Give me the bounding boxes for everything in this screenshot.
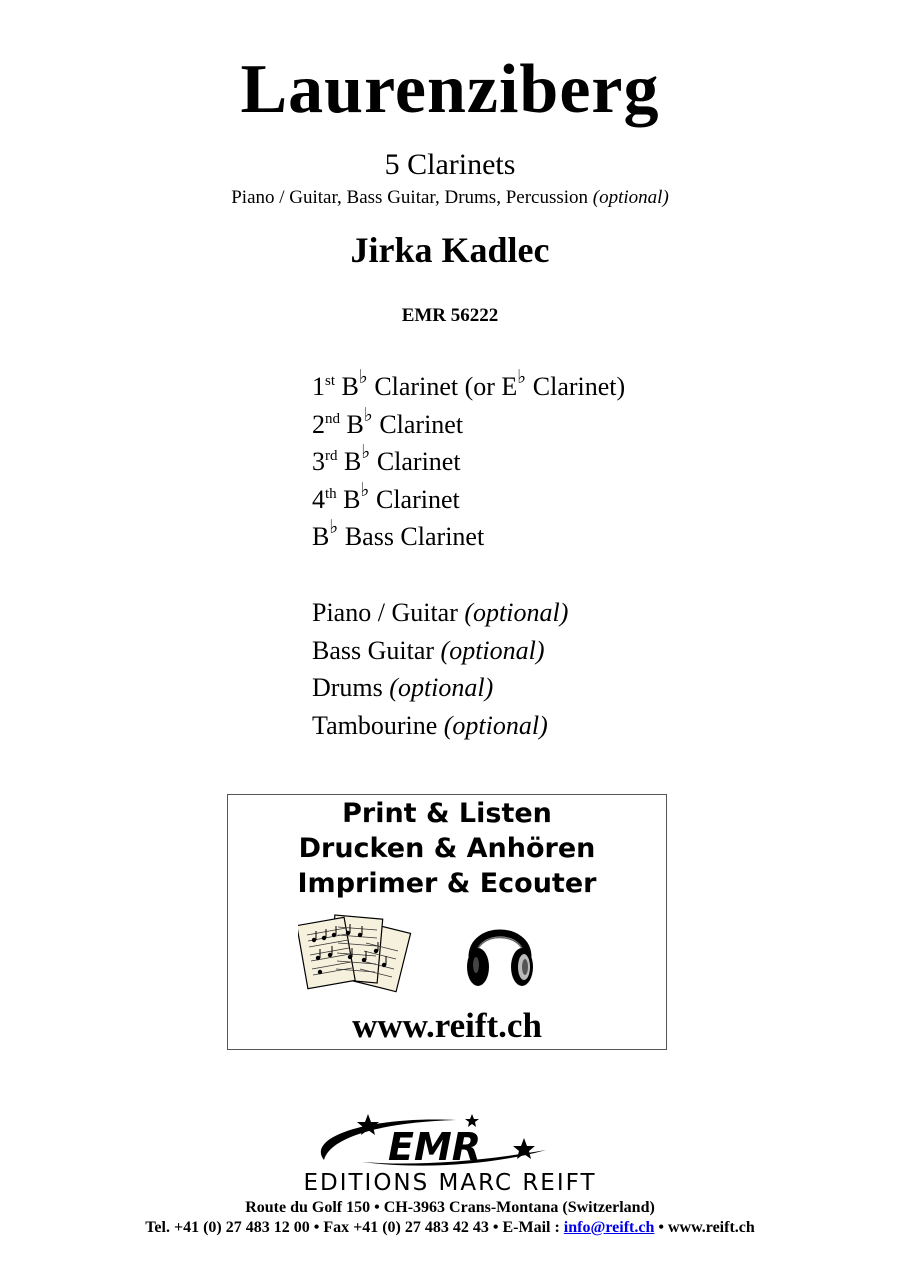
part-item: 1st B♭ Clarinet (or E♭ Clarinet) (312, 366, 626, 401)
part-item: 2nd B♭ Clarinet (312, 403, 464, 439)
optional-part-item: Tambourine (optional) (312, 710, 548, 740)
promo-url[interactable]: www.reift.ch (352, 1006, 542, 1045)
optional-part-item: Bass Guitar (optional) (312, 635, 545, 665)
promo-line-french: Imprimer & Ecouter (297, 868, 597, 899)
optional-parts-list (312, 594, 568, 744)
flat-symbol: ♭ (361, 441, 371, 464)
publisher-contact (0, 1218, 900, 1238)
part-item: B♭ Bass Clarinet (312, 516, 485, 552)
publisher-name: EDITIONS MARC REIFT (303, 1170, 597, 1196)
email-link[interactable]: info@reift.ch (563, 1219, 655, 1236)
emr-logo-text: EMR (388, 1125, 482, 1169)
flat-symbol: ♭ (358, 366, 368, 388)
flat-symbol: ♭ (363, 403, 373, 426)
title: Laurenziberg (240, 51, 660, 128)
optional-part-item: Drums (optional) (312, 673, 494, 703)
part-item: 3rd B♭ Clarinet (312, 441, 461, 477)
contact-suffix: • www.reift.ch (654, 1219, 755, 1236)
composer: Jirka Kadlec (350, 230, 550, 270)
sheet-music-icon (298, 911, 412, 999)
print-listen-box (227, 794, 667, 1050)
flat-symbol: ♭ (517, 366, 527, 388)
optional-part-item: Piano / Guitar (optional) (312, 598, 569, 627)
flat-symbol: ♭ (329, 516, 339, 539)
instrumentation-optional: (optional) (592, 187, 669, 208)
promo-line-german: Drucken & Anhören (298, 833, 596, 864)
instrumentation-main: Piano / Guitar, Bass Guitar, Drums, Percussion (231, 187, 589, 208)
emr-logo (306, 1110, 552, 1170)
flat-symbol: ♭ (360, 478, 370, 501)
catalog-number: EMR 56222 (401, 305, 499, 326)
headphones-icon (464, 913, 536, 991)
publisher-address: Route du Golf 150 • CH-3963 Crans-Montana (Switzerland) (245, 1199, 655, 1216)
parts-list (312, 368, 625, 556)
part-item: 4th B♭ Clarinet (312, 478, 460, 514)
instrumentation-line (0, 186, 900, 210)
contact-prefix: Tel. +41 (0) 27 483 12 00 • Fax +41 (0) 27 483 42 43 • E-Mail : (145, 1219, 564, 1236)
promo-line-english: Print & Listen (342, 798, 552, 829)
subtitle: 5 Clarinets (384, 148, 516, 181)
